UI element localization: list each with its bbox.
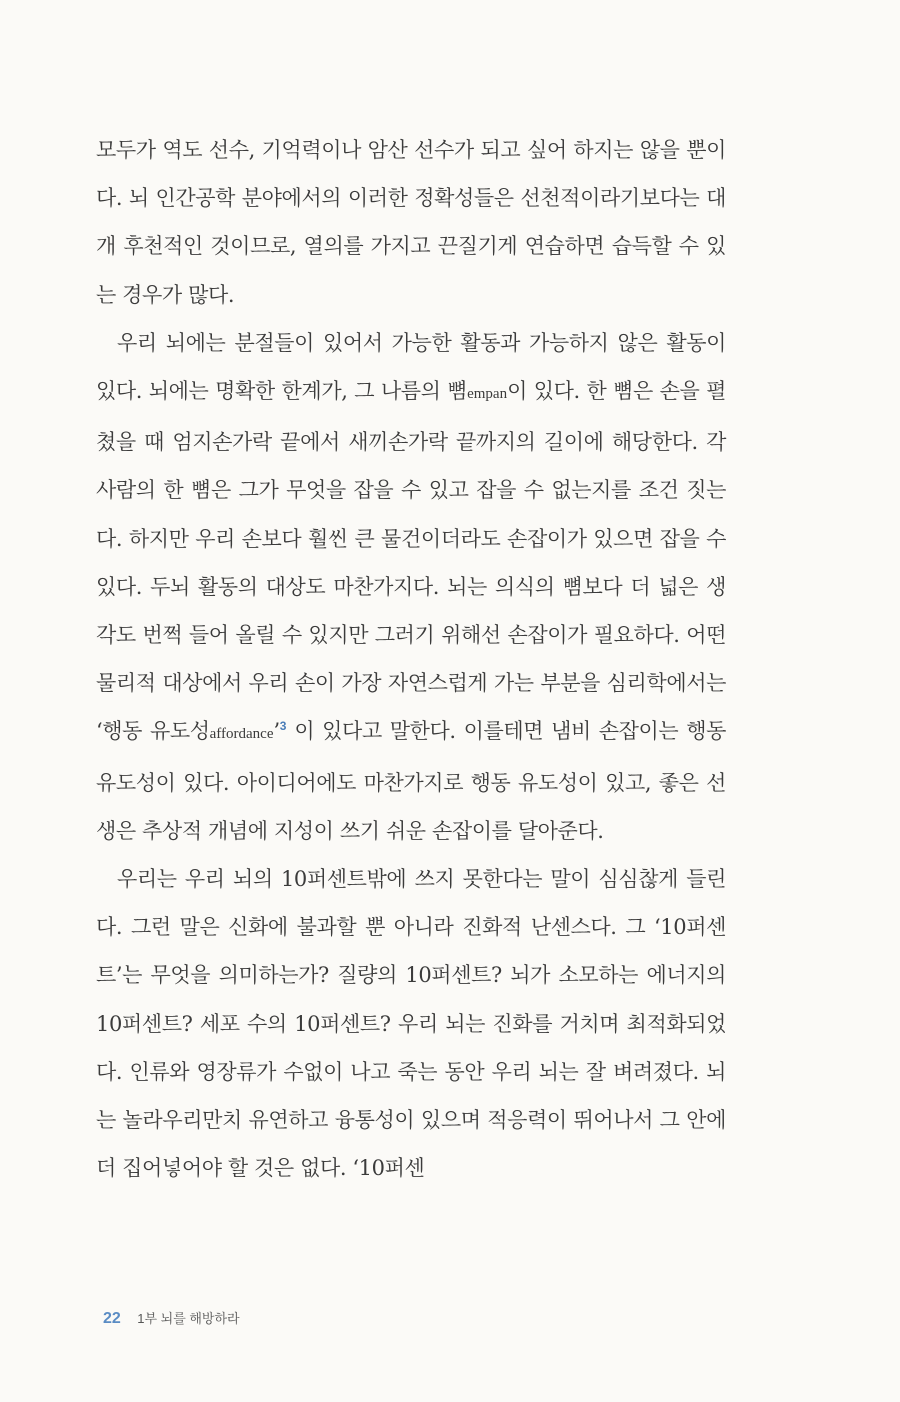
- closing-quote: ’: [273, 719, 280, 744]
- paragraph-2-text-4: 이 있다고 말한다. 이를테면 냄비 손잡이는 행동 유도성이 있다. 아이디어에도 마찬가지로 행동 유도성이 있고, 좋은 선생은 추상적 개념에 지성이 쓰기 쉬운 손잡이를 달아준다.: [96, 719, 726, 843]
- body-text: [96, 126, 726, 1192]
- paragraph-2-text-1: 우리 뇌에는 분절들이 있어서 가능한 활동과 가능하지 않은 활동이 있다. 뇌에는 명확한 한계가, 그 나름의 뼘: [96, 330, 726, 404]
- paragraph-3: 우리는 우리 뇌의 10퍼센트밖에 쓰지 못한다는 말이 심심찮게 들린다. 그런 말은 신화에 불과할 뿐 아니라 진화적 난센스다. 그 ‘10퍼센트’는 무엇을 의미하는가? 질량의 10퍼센트? 뇌가 소모하는 에너지의 10퍼센트? 세포 수의 10퍼센트? 우리 뇌는 진화를 거치며 최적화되었다. 인류와 영장류가 수없이 나고 죽는 동안 우리 뇌는 잘 벼려졌다. 뇌는 놀라우리만치 유연하고 융통성이 있으며 적응력이 뛰어나서 그 안에 더 집어넣어야 할 것은 없다. ‘10퍼센: [96, 867, 726, 1181]
- gloss-empan: empan: [467, 386, 508, 403]
- paragraph-2-text-2: 이 있다. 한 뼘은 손을 펼쳤을 때 엄지손가락 끝에서 새끼손가락 끝까지의 길이에 해당한다. 각 사람의 한 뼘은 그가 무엇을 잡을 수 있고 잡을 수 없는지를 조건 짓는다. 하지만 우리 손보다 훨씬 큰 물건이더라도 손잡이가 있으면 잡을 수 있다. 두뇌 활동의 대상도 마찬가지다. 뇌는 의식의 뼘보다 더 넓은 생각도 번쩍 들어 올릴 수 있지만 그러기 위해선 손잡이가 필요하다. 어떤 물리적 대상에서 우리 손이 가장 자연스럽게 가는 부분을 심리학에서는 ‘행동 유도성: [96, 379, 726, 744]
- paragraph-2: [96, 319, 726, 855]
- running-title: 1부 뇌를 해방하라: [137, 1311, 240, 1326]
- page-footer: [103, 1308, 240, 1328]
- paragraph-1: 모두가 역도 선수, 기억력이나 암산 선수가 되고 싶어 하지는 않을 뿐이다. 뇌 인간공학 분야에서의 이러한 정확성들은 선천적이라기보다는 대개 후천적인 것이므로, 열의를 가지고 끈질기게 연습하면 습득할 수 있는 경우가 많다.: [96, 138, 726, 307]
- page-number: 22: [103, 1310, 121, 1327]
- endnote-marker[interactable]: 3: [279, 719, 287, 734]
- gloss-affordance: affordance: [209, 726, 274, 743]
